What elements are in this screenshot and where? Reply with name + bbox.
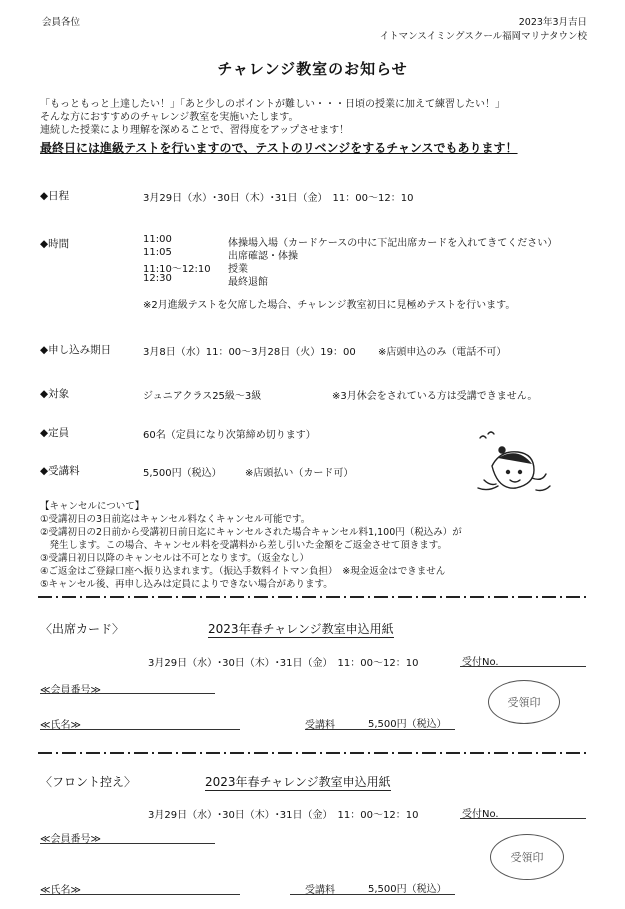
form1-stamp: 受領印 bbox=[488, 680, 560, 724]
time-row-3-desc: 授業 bbox=[228, 264, 248, 275]
form2-dates: 3月29日（水）･30日（木）･31日（金） 11：00～12：10 bbox=[148, 810, 419, 821]
issuer: イトマンスイミングスクール福岡マリナタウン校 bbox=[379, 31, 587, 42]
capacity-value: 60名（定員になり次第締め切ります） bbox=[143, 430, 316, 441]
time-row-2-desc: 出席確認・体操 bbox=[228, 251, 298, 262]
form2-stamp: 受領印 bbox=[490, 834, 564, 880]
fee-label: ◆受講料 bbox=[40, 465, 80, 477]
apply-note: ※店頭申込のみ（電話不可） bbox=[378, 347, 507, 358]
form2-title: 2023年春チャレンジ教室申込用紙 bbox=[205, 775, 391, 789]
cancel-item-5: ⑤キャンセル後、再申し込みは定員によりできない場合があります。 bbox=[40, 579, 333, 590]
target-value: ジュニアクラス25級～3級 bbox=[143, 391, 262, 402]
form2-fee-line bbox=[290, 894, 455, 895]
cancel-item-2: ②受講初日の2日前から受講初日前日迄にキャンセルされた場合キャンセル料1,100円（税込み）が bbox=[40, 527, 462, 538]
time-label: ◆時間 bbox=[40, 238, 70, 250]
swimmer-illustration bbox=[462, 428, 562, 500]
intro-line-3: 連続した授業により理解を深めることで、習得度をアップさせます！ bbox=[40, 125, 350, 136]
cut-line-1 bbox=[38, 596, 588, 598]
cancel-item-4: ④ご返金はご登録口座へ振り込まれます。（振込手数料イトマン負担） ※現金返金はできません bbox=[40, 566, 446, 577]
apply-label: ◆申し込み期日 bbox=[40, 344, 112, 356]
recipient: 会員各位 bbox=[42, 17, 81, 28]
intro-line-2: そんな方におすすめのチャレンジ教室を実施いたします。 bbox=[40, 112, 299, 123]
fee-note: ※店頭払い（カード可） bbox=[245, 468, 354, 479]
target-note: ※3月休会をされている方は受講できません。 bbox=[332, 391, 538, 402]
form1-member-no-line bbox=[40, 693, 215, 694]
form1-fee-value: 5,500円（税込） bbox=[368, 719, 447, 730]
target-label: ◆対象 bbox=[40, 388, 70, 400]
form1-title: 2023年春チャレンジ教室申込用紙 bbox=[208, 622, 394, 636]
form2-member-no-label: ≪会員番号≫ bbox=[40, 834, 101, 845]
cancel-item-1: ①受講初日の3日前迄はキャンセル料なくキャンセル可能です。 bbox=[40, 514, 311, 525]
form2-fee-value: 5,500円（税込） bbox=[368, 884, 447, 895]
form1-receipt-no: 受付No. bbox=[462, 657, 499, 668]
time-note: ※2月進級テストを欠席した場合、チャレンジ教室初日に見極めテストを行います。 bbox=[143, 300, 516, 311]
schedule-label: ◆日程 bbox=[40, 190, 70, 202]
time-row-4-time: 12:30 bbox=[143, 273, 172, 284]
form2-name-label: ≪氏名≫ bbox=[40, 885, 81, 896]
time-row-4-desc: 最終退館 bbox=[228, 277, 268, 288]
intro-line-1: 「もっともっと上達したい！」「あと少しのポイントが難しい・・・日頃の授業に加えて練習したい！」 bbox=[40, 99, 505, 110]
time-row-2-time: 11:05 bbox=[143, 247, 172, 258]
time-row-1-desc: 体操場入場（カードケースの中に下記出席カードを入れてきてください） bbox=[228, 238, 558, 249]
form1-fee-line bbox=[305, 729, 455, 730]
form1-dates: 3月29日（水）･30日（木）･31日（金） 11：00～12：10 bbox=[148, 658, 419, 669]
highlight-text: 最終日には進級テストを行いますので、テストのリベンジをするチャンスでもあります！ bbox=[40, 141, 518, 155]
form1-receipt-line bbox=[460, 666, 586, 667]
fee-value: 5,500円（税込） bbox=[143, 468, 222, 479]
form1-fee-label: 受講料 bbox=[305, 720, 335, 731]
form2-fee-label: 受講料 bbox=[305, 885, 335, 896]
form1-member-no-label: ≪会員番号≫ bbox=[40, 685, 101, 696]
cancel-heading: 【キャンセルについて】 bbox=[40, 501, 145, 512]
issue-date: 2023年3月吉日 bbox=[518, 17, 587, 28]
time-row-1-time: 11:00 bbox=[143, 234, 172, 245]
form1-name-label: ≪氏名≫ bbox=[40, 720, 81, 731]
form2-tag: 〈フロント控え〉 bbox=[40, 775, 137, 789]
form2-receipt-no: 受付No. bbox=[462, 809, 499, 820]
form1-name-line bbox=[40, 729, 240, 730]
cancel-item-3: ③受講日初日以降のキャンセルは不可となります。（返金なし） bbox=[40, 553, 310, 564]
cut-line-2 bbox=[38, 752, 588, 754]
page-title: チャレンジ教室のお知らせ bbox=[217, 60, 408, 78]
time-row-3-time: 11:10～12:10 bbox=[143, 264, 211, 275]
capacity-label: ◆定員 bbox=[40, 427, 70, 439]
form2-receipt-line bbox=[460, 818, 586, 819]
cancel-item-2-cont: 発生します。この場合、キャンセル料を受講料から差し引いた金額をご返金させて頂きます。 bbox=[40, 540, 447, 551]
form2-member-no-line bbox=[40, 843, 215, 844]
form1-tag: 〈出席カード〉 bbox=[40, 622, 125, 636]
apply-value: 3月8日（水）11：00～3月28日（火）19：00 bbox=[143, 347, 356, 358]
schedule-value: 3月29日（水）･30日（木）･31日（金） 11：00～12：10 bbox=[143, 193, 414, 204]
form2-name-line bbox=[40, 894, 240, 895]
